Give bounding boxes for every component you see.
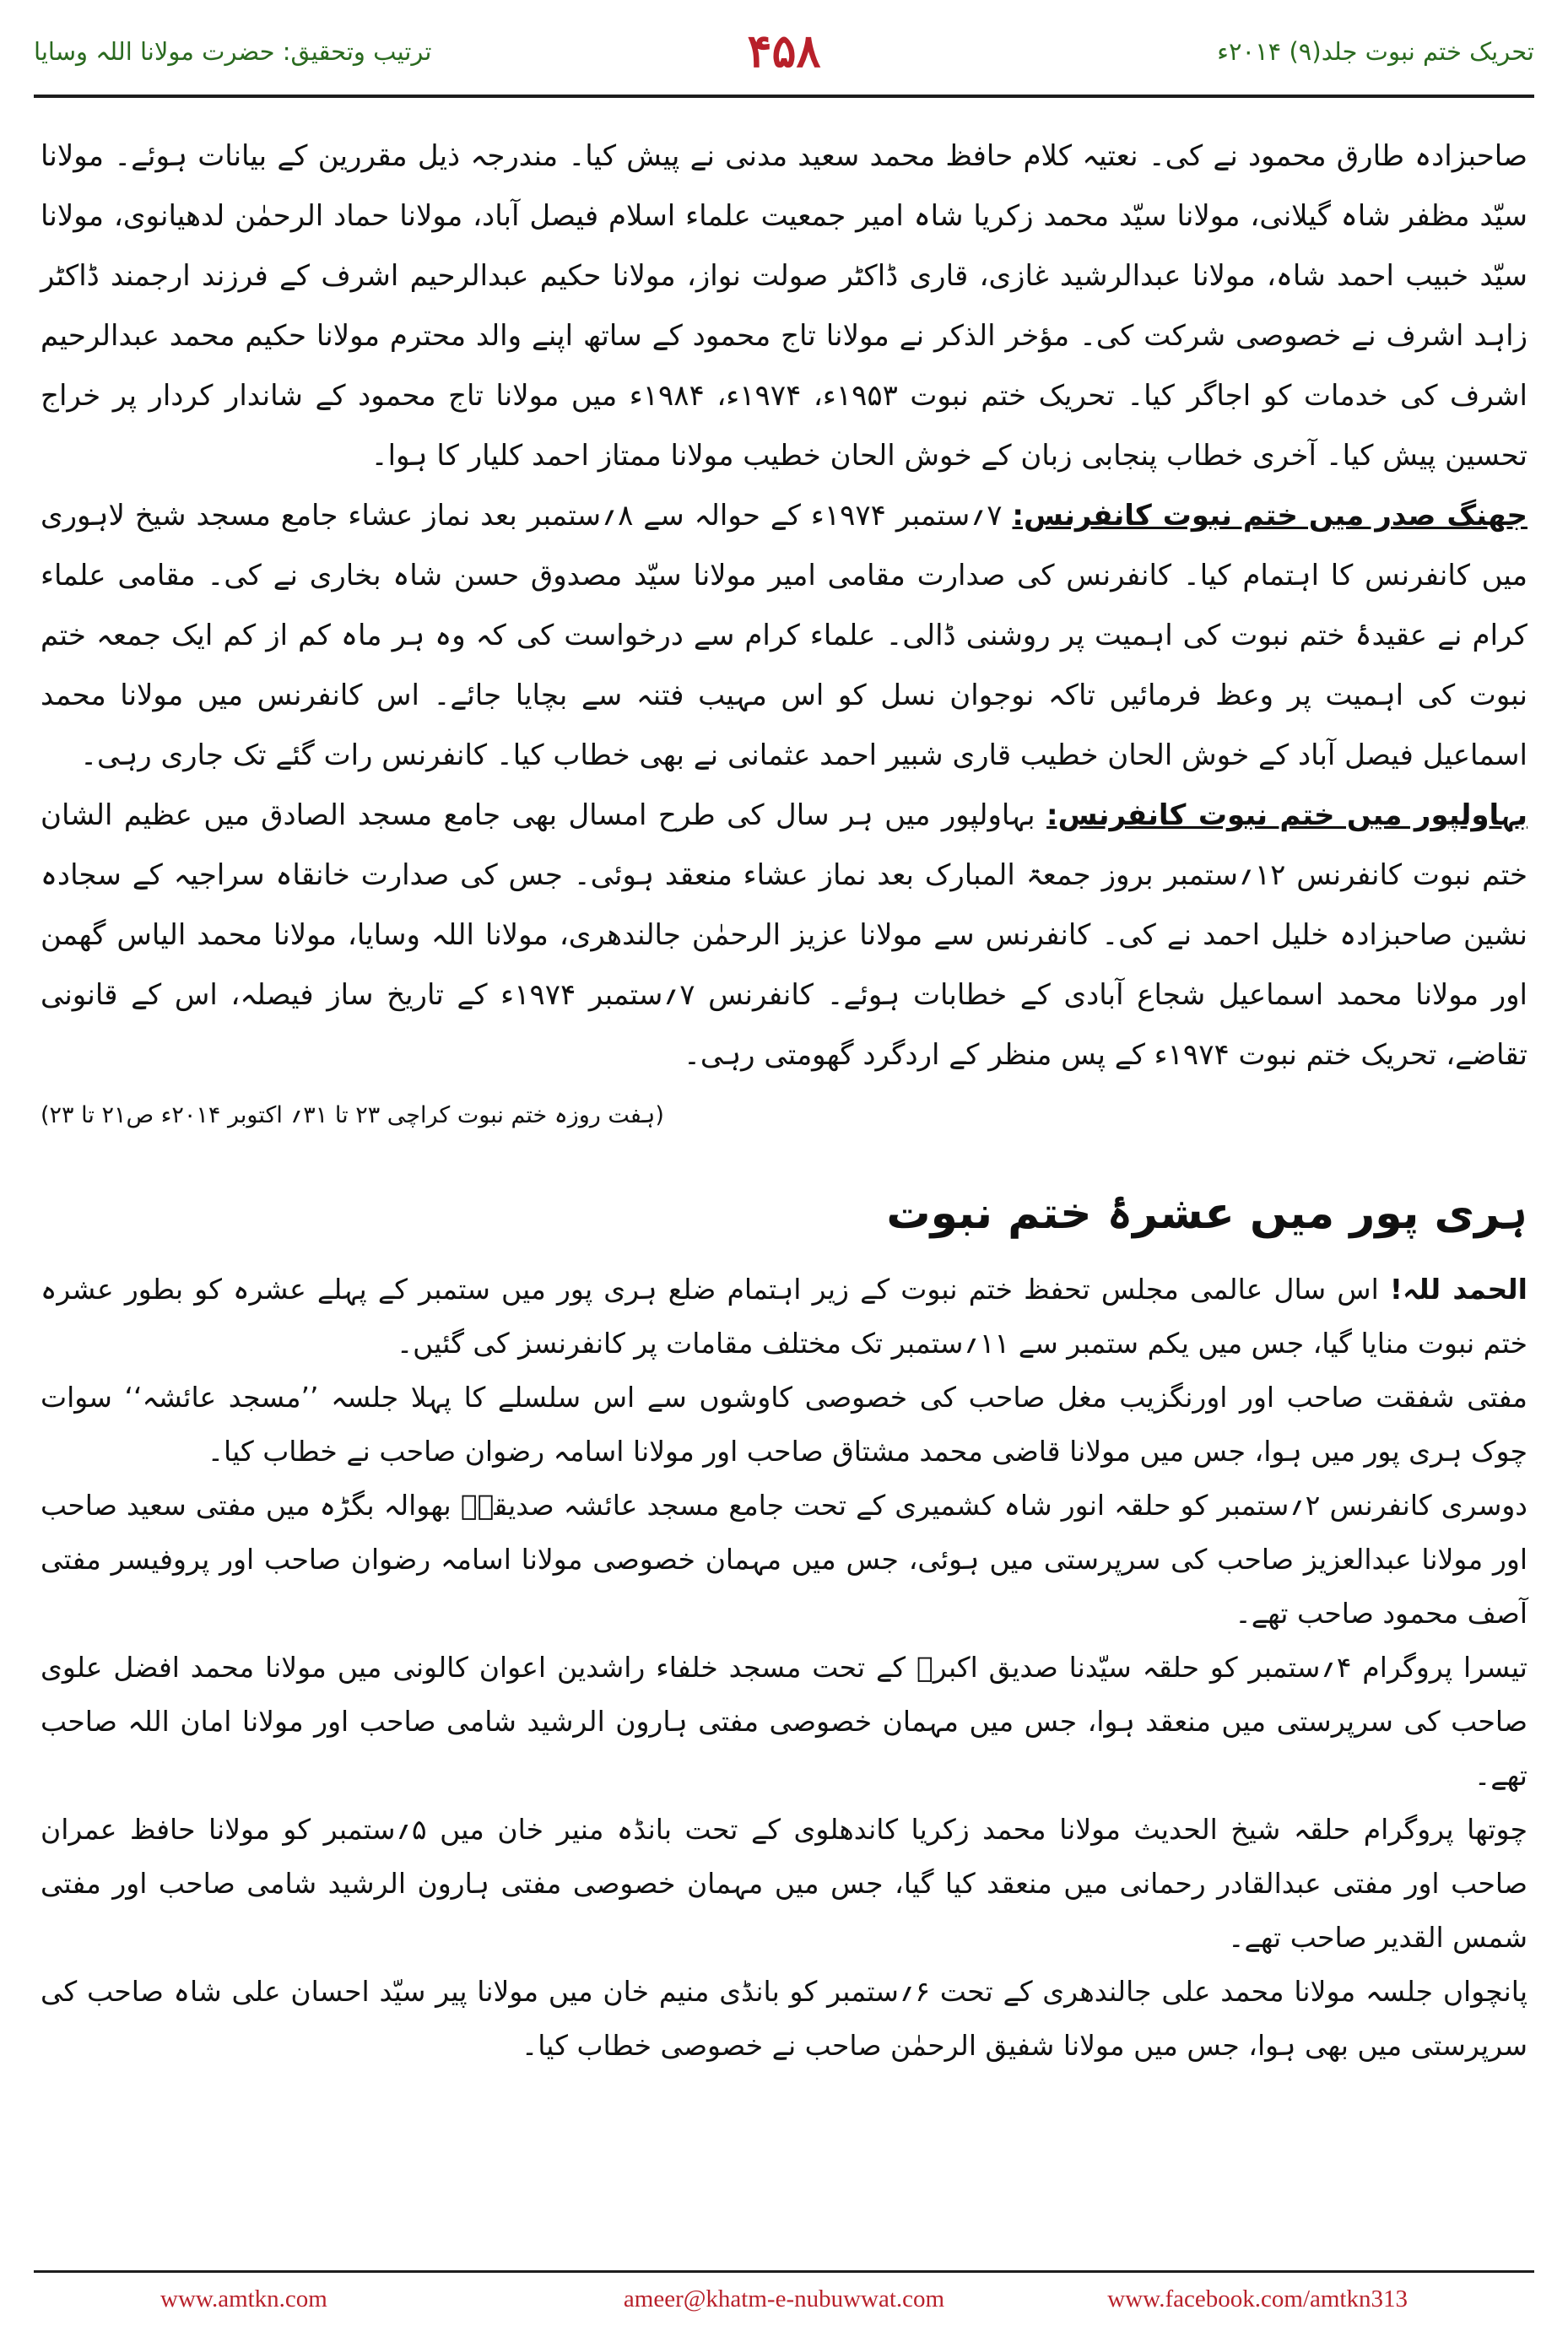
paragraph: تیسرا پروگرام ۴؍ستمبر کو حلقہ سیّدنا صدیق اکبرؓ کے تحت مسجد خلفاء راشدین اعوان کالونی میں مولانا محمد افضل علوی صاحب کی سرپرستی میں منعقد ہوا، جس میں مہمان خصوصی مفتی ہارون الرشید شامی صاحب اور مولانا امان اللہ صاحب تھے۔ bbox=[41, 1651, 1527, 1792]
paragraph bbox=[41, 1263, 1527, 1371]
main-content bbox=[41, 127, 1527, 2073]
page-header bbox=[34, 24, 1534, 91]
paragraph-text: ۷؍ستمبر ۱۹۷۴ء کے حوالہ سے ۸؍ستمبر بعد نماز عشاء جامع مسجد شیخ لاہوری میں کانفرنس کا اہتمام کیا۔ کانفرنس کی صدارت مقامی امیر مولانا سیّد مصدوق حسن شاہ بخاری نے کی۔ مقامی علماء کرام نے عقیدۂ ختم نبوت کی اہمیت پر روشنی ڈالی۔ علماء کرام سے درخواست کی کہ وہ ہر ماہ کم از کم ایک جمعہ ختم نبوت کی اہمیت پر وعظ فرمائیں تاکہ نوجوان نسل کو اس مہیب فتنہ سے بچایا جائے۔ اس کانفرنس میں مولانا محمد اسماعیل فیصل آباد کے خوش الحان خطیب قاری شبیر احمد عثمانی نے بھی خطاب کیا۔ کانفرنس رات گئے تک جاری رہی۔ bbox=[41, 499, 1527, 772]
paragraph bbox=[41, 486, 1527, 786]
paragraph-text: صاحبزادہ طارق محمود نے کی۔ نعتیہ کلام حافظ محمد سعید مدنی نے پیش کیا۔ مندرجہ ذیل مقررین کے بیانات ہوئے۔ مولانا سیّد مظفر شاہ گیلانی، مولانا سیّد محمد زکریا شاہ امیر جمعیت علماء اسلام فیصل آباد، مولانا حماد الرحمٰن لدھیانوی، مولانا سیّد خبیب احمد شاہ، مولانا عبدالرشید غازی، قاری ڈاکٹر صولت نواز، مولانا حکیم عبدالرحیم اشرف کے فرزند ارجمند ڈاکٹر زاہد اشرف نے خصوصی شرکت کی۔ مؤخر الذکر نے مولانا تاج محمود کے ساتھ اپنے والد محترم مولانا حکیم محمد عبدالرحیم اشرف کی خدمات کو اجاگر کیا۔ تحریک ختم نبوت ۱۹۵۳ء، ۱۹۷۴ء، ۱۹۸۴ء میں مولانا تاج محمود کے شاندار کردار پر خراج تحسین پیش کیا۔ آخری خطاب پنجابی زبان کے خوش الحان خطیب مولانا ممتاز احمد کلیار کا ہوا۔ bbox=[41, 139, 1527, 473]
compiler-credit: ترتیب وتحقیق: حضرت مولانا اللہ وسایا bbox=[34, 37, 432, 66]
facebook-link[interactable]: www.facebook.com/amtkn313 bbox=[1107, 2285, 1408, 2312]
page-number: ۴۵۸ bbox=[747, 24, 821, 78]
paragraph: پانچواں جلسہ مولانا محمد علی جالندھری کے تحت ۶؍ستمبر کو بانڈی منیم خان میں مولانا پیر سیّد احسان علی شاہ صاحب کی سرپرستی میں بھی ہوا، جس میں مولانا شفیق الرحمٰن صاحب نے خصوصی خطاب کیا۔ bbox=[41, 1975, 1527, 2062]
paragraph bbox=[41, 127, 1527, 486]
email-link[interactable]: ameer@khatm-e-nubuwwat.com bbox=[623, 2285, 945, 2312]
inline-heading: جھنگ صدر میں ختم نبوت کانفرنس: bbox=[1012, 499, 1527, 533]
paragraph-text: اس سال عالمی مجلس تحفظ ختم نبوت کے زیر اہتمام ضلع ہری پور میں ستمبر کے پہلے عشرہ کو بطور عشرہ ختم نبوت منایا گیا، جس میں یکم ستمبر سے ۱۱؍ستمبر تک مختلف مقامات پر کانفرنسز کی گئیں۔ bbox=[41, 1273, 1527, 1360]
inline-heading: بہاولپور میں ختم نبوت کانفرنس: bbox=[1046, 798, 1527, 832]
paragraph: مفتی شفقت صاحب اور اورنگزیب مغل صاحب کی خصوصی کاوشوں سے اس سلسلے کا پہلا جلسہ ’’مسجد عائشہ‘‘ سوات چوک ہری پور میں ہوا، جس میں مولانا قاضی محمد مشتاق صاحب اور مولانا اسامہ رضوان صاحب نے خطاب کیا۔ bbox=[41, 1381, 1527, 1468]
header-divider bbox=[34, 95, 1534, 98]
source-reference: (ہفت روزہ ختم نبوت کراچی ۲۳ تا ۳۱؍ اکتوبر ۲۰۱۴ء ص۲۱ تا ۲۳) bbox=[41, 1102, 664, 1128]
paragraph-text: بہاولپور میں ہر سال کی طرح امسال بھی جامع مسجد الصادق میں عظیم الشان ختم نبوت کانفرنس ۱۲؍ستمبر بروز جمعۃ المبارک بعد نماز عشاء منعقد ہوئی۔ جس کی صدارت خانقاہ سراجیہ کے سجادہ نشین صاحبزادہ خلیل احمد نے کی۔ کانفرنس سے مولانا عزیز الرحمٰن جالندھری، مولانا اللہ وسایا، مولانا محمد الیاس گھمن اور مولانا محمد اسماعیل شجاع آبادی کے خطابات ہوئے۔ کانفرنس ۷؍ستمبر ۱۹۷۴ء کے تاریخ ساز فیصلہ، اس کے قانونی تقاضے، تحریک ختم نبوت ۱۹۷۴ء کے پس منظر کے اردگرد گھومتی رہی۔ bbox=[41, 798, 1528, 1072]
book-title: تحریک ختم نبوت جلد(۹) ۲۰۱۴ء bbox=[1217, 37, 1534, 66]
footer-divider bbox=[34, 2270, 1534, 2273]
paragraph: چوتھا پروگرام حلقہ شیخ الحدیث مولانا محمد زکریا کاندھلوی کے تحت بانڈہ منیر خان میں ۵؍ستمبر کو مولانا حافظ عمران صاحب اور مفتی عبدالقادر رحمانی میں منعقد کیا گیا، جس میں مہمان خصوصی مفتی ہارون الرشید شامی صاحب اور مفتی شمس القدیر صاحب تھے۔ bbox=[41, 1813, 1527, 1954]
hamd-text: الحمد للہ! bbox=[1389, 1273, 1527, 1306]
page-footer bbox=[34, 2279, 1534, 2329]
paragraph bbox=[41, 786, 1527, 1085]
website-link[interactable]: www.amtkn.com bbox=[160, 2285, 327, 2312]
section-title: ہری پور میں عشرۂ ختم نبوت bbox=[886, 1188, 1527, 1239]
paragraph: دوسری کانفرنس ۲؍ستمبر کو حلقہ انور شاہ کشمیری کے تحت جامع مسجد عائشہ صدیقہؓ بھوالہ بگڑہ میں مفتی سعید صاحب اور مولانا عبدالعزیز صاحب کی سرپرستی میں ہوئی، جس میں مہمان خصوصی مولانا اسامہ رضوان صاحب اور پروفیسر مفتی آصف محمود صاحب تھے۔ bbox=[41, 1489, 1528, 1630]
